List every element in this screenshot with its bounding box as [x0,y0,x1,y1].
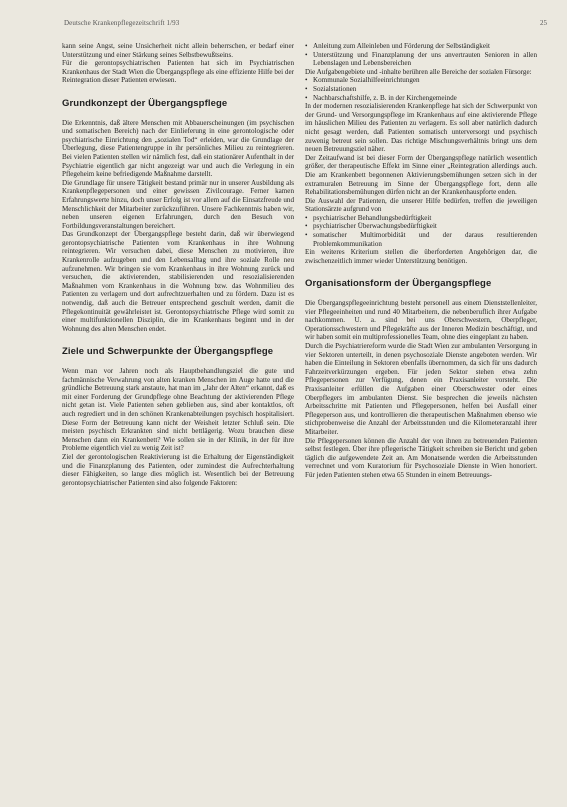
bullet-list [305,42,537,68]
paragraph: Die Übergangspflegeeinrichtung besteht personell aus einem Dienststellenleiter, vier Pflegeeinheiten und rund 40 Mitarbeitern, die nebenberuflich ihrer Aufgabe nachkommen. U. a. sind bei uns Oberschwestern, Oberpfleger, Operationsschwestern und Pflegekräfte aus der Inneren Medizin beschäftigt, und wir haben somit ein multiprofessionelles Team, ohne dies eingeplant zu haben. [305,299,537,342]
list-item: • somatischer Multimorbidität und der daraus resultierenden Problemkommunikation [305,231,537,248]
left-column [62,42,294,487]
section-heading: Grundkonzept der Übergangspflege [62,97,228,109]
paragraph: Die Aufgabengebiete und -inhalte berühren alle Bereiche der sozialen Fürsorge: [305,67,532,76]
list-item: • Nachbarschaftshilfe, z. B. in der Kirchengemeinde [305,94,537,103]
paragraph: Die Grundlage für unsere Tätigkeit bestand primär nur in unserer Ausbildung als Krankenpflegepersonen und einer gewissen Zivilcourage. Ferner kamen Erfahrungswerte hinzu, doch unser Erfolg ist vor allem auf die Einsatzfreude und Menschlichkeit der Mitarbeiter zurückzuführen. Unsere Fachkenntnis haben wir, neben unseren eigenen Erfahrungen, durch den Besuch von Fortbildungsveranstaltungen bereichert. [62,178,294,230]
running-head: Deutsche Krankenpflegezeitschrift 1/93 [64,19,180,27]
paragraph: Die Auswahl der Patienten, die unserer Hilfe bedürfen, treffen die jeweiligen Stationsärzte aufgrund von [305,196,537,214]
paragraph: Die Erkenntnis, daß ältere Menschen mit Abbauerscheinungen (im psychischen und somatischen Bereich) nach der Einlieferung in eine gerontologische oder psychiatrische Einrichtung den „sozialen Tod“ erleiden, war die Grundlage der Überlegung, diese Patientengruppe in ihr persönliches Milieu zu reintegrieren. Bei vielen Patienten stellen wir nämlich fest, daß ein stationärer Aufenthalt in der Psychiatrie eigentlich gar nicht angezeigt war und auch die Verlegung in ein Pflegeheim keine befriedigende Maßnahme darstellt. [62,118,294,179]
list-item: • Sozialstationen [305,85,537,94]
paragraph: Die Pflegepersonen können die Anzahl der von ihnen zu betreuenden Patienten selbst festlegen. Über ihre pflegerische Tätigkeit schreiben sie Bericht und geben täglich die aufgewendete Zeit an. Am Monatsende werden die Arbeitsstunden verrechnet und vom Kuratorium für Psychosoziale Dienste in Wien honoriert. Für jeden Patienten stehen etwa 65 Stunden in einem Betreuungs- [305,436,537,479]
bullet-list [305,76,537,102]
paragraph: Der Zeitaufwand ist bei dieser Form der Übergangspflege natürlich wesentlich größer, der therapeutische Effekt im Sinne einer „Reintegration allerdings auch. Die am Krankenbett begonnenen Aktivierungsbemühungen setzen sich in der extramuralen Betreuung im Sinne der Übergangspflege fort, denn alle Rehabilitationsbemühungen dürfen nicht an der Krankenhauspforte enden. [305,153,537,197]
paragraph: Wenn man vor Jahren noch als Hauptbehandlungsziel die gute und fachmännische Verwahrung von alten kranken Menschen im Auge hatte und die gründliche Betreuung stark anstaute, hat man im „Jahr der Alten“ erkannt, daß es mit einer Forderung der Grundpflege ohne Beachtung der aktivierenden Pflege nicht getan ist. Viele Patienten sehen geblieben aus, sind aber kontaktlos, oft auch regrediert und in den schönen Krankenabteilungen psychisch hospitalisiert. Diese Form der Betreuung kann nicht der Weisheit letzter Schluß sein. Die meisten psychisch Erkrankten sind nicht bettlägerig. Wozu brauchen diese Menschen dann ein Krankenbett? Wie sollen sie in der Klinik, in der für ihre Probleme eigentlich viel zu wenig Zeit ist? [62,367,294,453]
paragraph: In der modernen resozialisierenden Krankenpflege hat sich der Schwerpunkt von der Grund- und Versorgungspflege im Krankenhaus auf eine aktivierende Pflege im häuslichen Milieu des Patienten zu verlagern. Es soll aber natürlich dadurch nicht gesagt werden, daß Patienten somatisch unterversorgt und psychisch zuwenig betreut sein sollen. Das richtige Mischungsverhältnis bringt uns dem neuen Betreuungsziel näher. [305,102,537,154]
paragraph: Ziel der gerontologischen Reaktivierung ist die Erhaltung der Eigenständigkeit und die Finanzplanung des Patienten, oder zumindest die Aufrechterhaltung dieser Fähigkeiten, so lange dies möglich ist. Wesentlich bei der Betreuung gerontopsychiatrischer Patienten sind also folgende Faktoren: [62,452,294,487]
bullet-list [305,214,537,248]
paragraph: Das Grundkonzept der Übergangspflege besteht darin, daß wir überwiegend gerontopsychiatrische Patienten vom Krankenhaus in ihre Wohnung reintegrieren. Wir versuchen dabei, diese Menschen zu motivieren, ihre Krankenrolle aufzugeben und den Lebensalltag und ihre soziale Rolle neu aufzunehmen. Wir bringen sie vom Krankenhaus in ihre Wohnung zurück und versuchen, die aktivierenden, stabilisierenden und resozialisierenden Maßnahmen vom Krankenhaus in die Wohnung bzw. das Wohnmilieu des Patienten zu verlagern und dort aufrechtzuerhalten und zu fördern. Dazu ist es notwendig, daß auch die Betreuer entsprechend geschult werden, damit die Pflegekontinuität gewährleistet ist. Gerontopsychiatrische Pflege wird somit zu einer multifunktionellen Disziplin, die im Krankenhaus beginnt und in der Wohnung des alten Menschen endet. [62,230,294,333]
list-item: • psychiatrischer Behandlungsbedürftigkeit [305,214,537,223]
paragraph: Für die gerontopsychiatrischen Patienten hat sich im Psychiatrischen Krankenhaus der Stadt Wien die Übergangspflege als eine effiziente Hilfe bei der Reintegration dieser Patienten erwiesen. [62,59,294,85]
paragraph: kann seine Angst, seine Unsicherheit nicht allein beherrschen, er bedarf einer Unterstützung und einer Stärkung seines Selbstbewußtseins. [62,42,294,59]
list-item: • Anleitung zum Alleinleben und Förderung der Selbständigkeit [305,42,537,51]
paragraph: Ein weiteres Kriterium stellen die überforderten Angehörigen dar, die zwischenzeitlich immer wieder Unterstützung benötigen. [305,248,537,265]
page-number: 25 [540,19,547,27]
list-item: • Unterstützung und Finanzplanung der uns anvertrauten Senioren in allen Lebenslagen und Lebensbereichen [305,51,537,68]
section-heading: Ziele und Schwerpunkte der Übergangspflege [62,346,274,358]
list-item: • Kommunale Sozialhilfeeinrichtungen [305,76,537,85]
right-column [305,42,537,480]
section-heading: Organisationsform der Übergangspflege [305,278,492,290]
list-item: • psychiatrischer Überwachungsbedürftigkeit [305,222,537,231]
paragraph: Durch die Psychiatriereform wurde die Stadt Wien zur ambulanten Versorgung in vier Sektoren unterteilt, in denen psychosoziale Dienste angeboten werden. Wir haben die Einteilung in Sektoren ebenfalls übernommen, da sich für uns dadurch Fahrzeitverkürzungen ergeben. Für jeden Sektor stehen etwa zehn Pflegepersonen zur Verfügung, denen ein Praxisanleiter vorsteht. Die Praxisanleiter erfüllen die Aufgaben einer Oberschwester oder eines Oberpflegers im ambulanten Dienst. Sie besprechen die jeweils nächsten Arbeitsschritte mit Patienten und Pflegepersonen, helfen bei Ausfall einer Pflegeperson aus, und kontrollieren die therapeutischen Maßnahmen ebenso wie stichprobenweise die Anzahl der Arbeitsstunden und die Kilometeranzahl ihrer Mitarbeiter. [305,342,537,436]
